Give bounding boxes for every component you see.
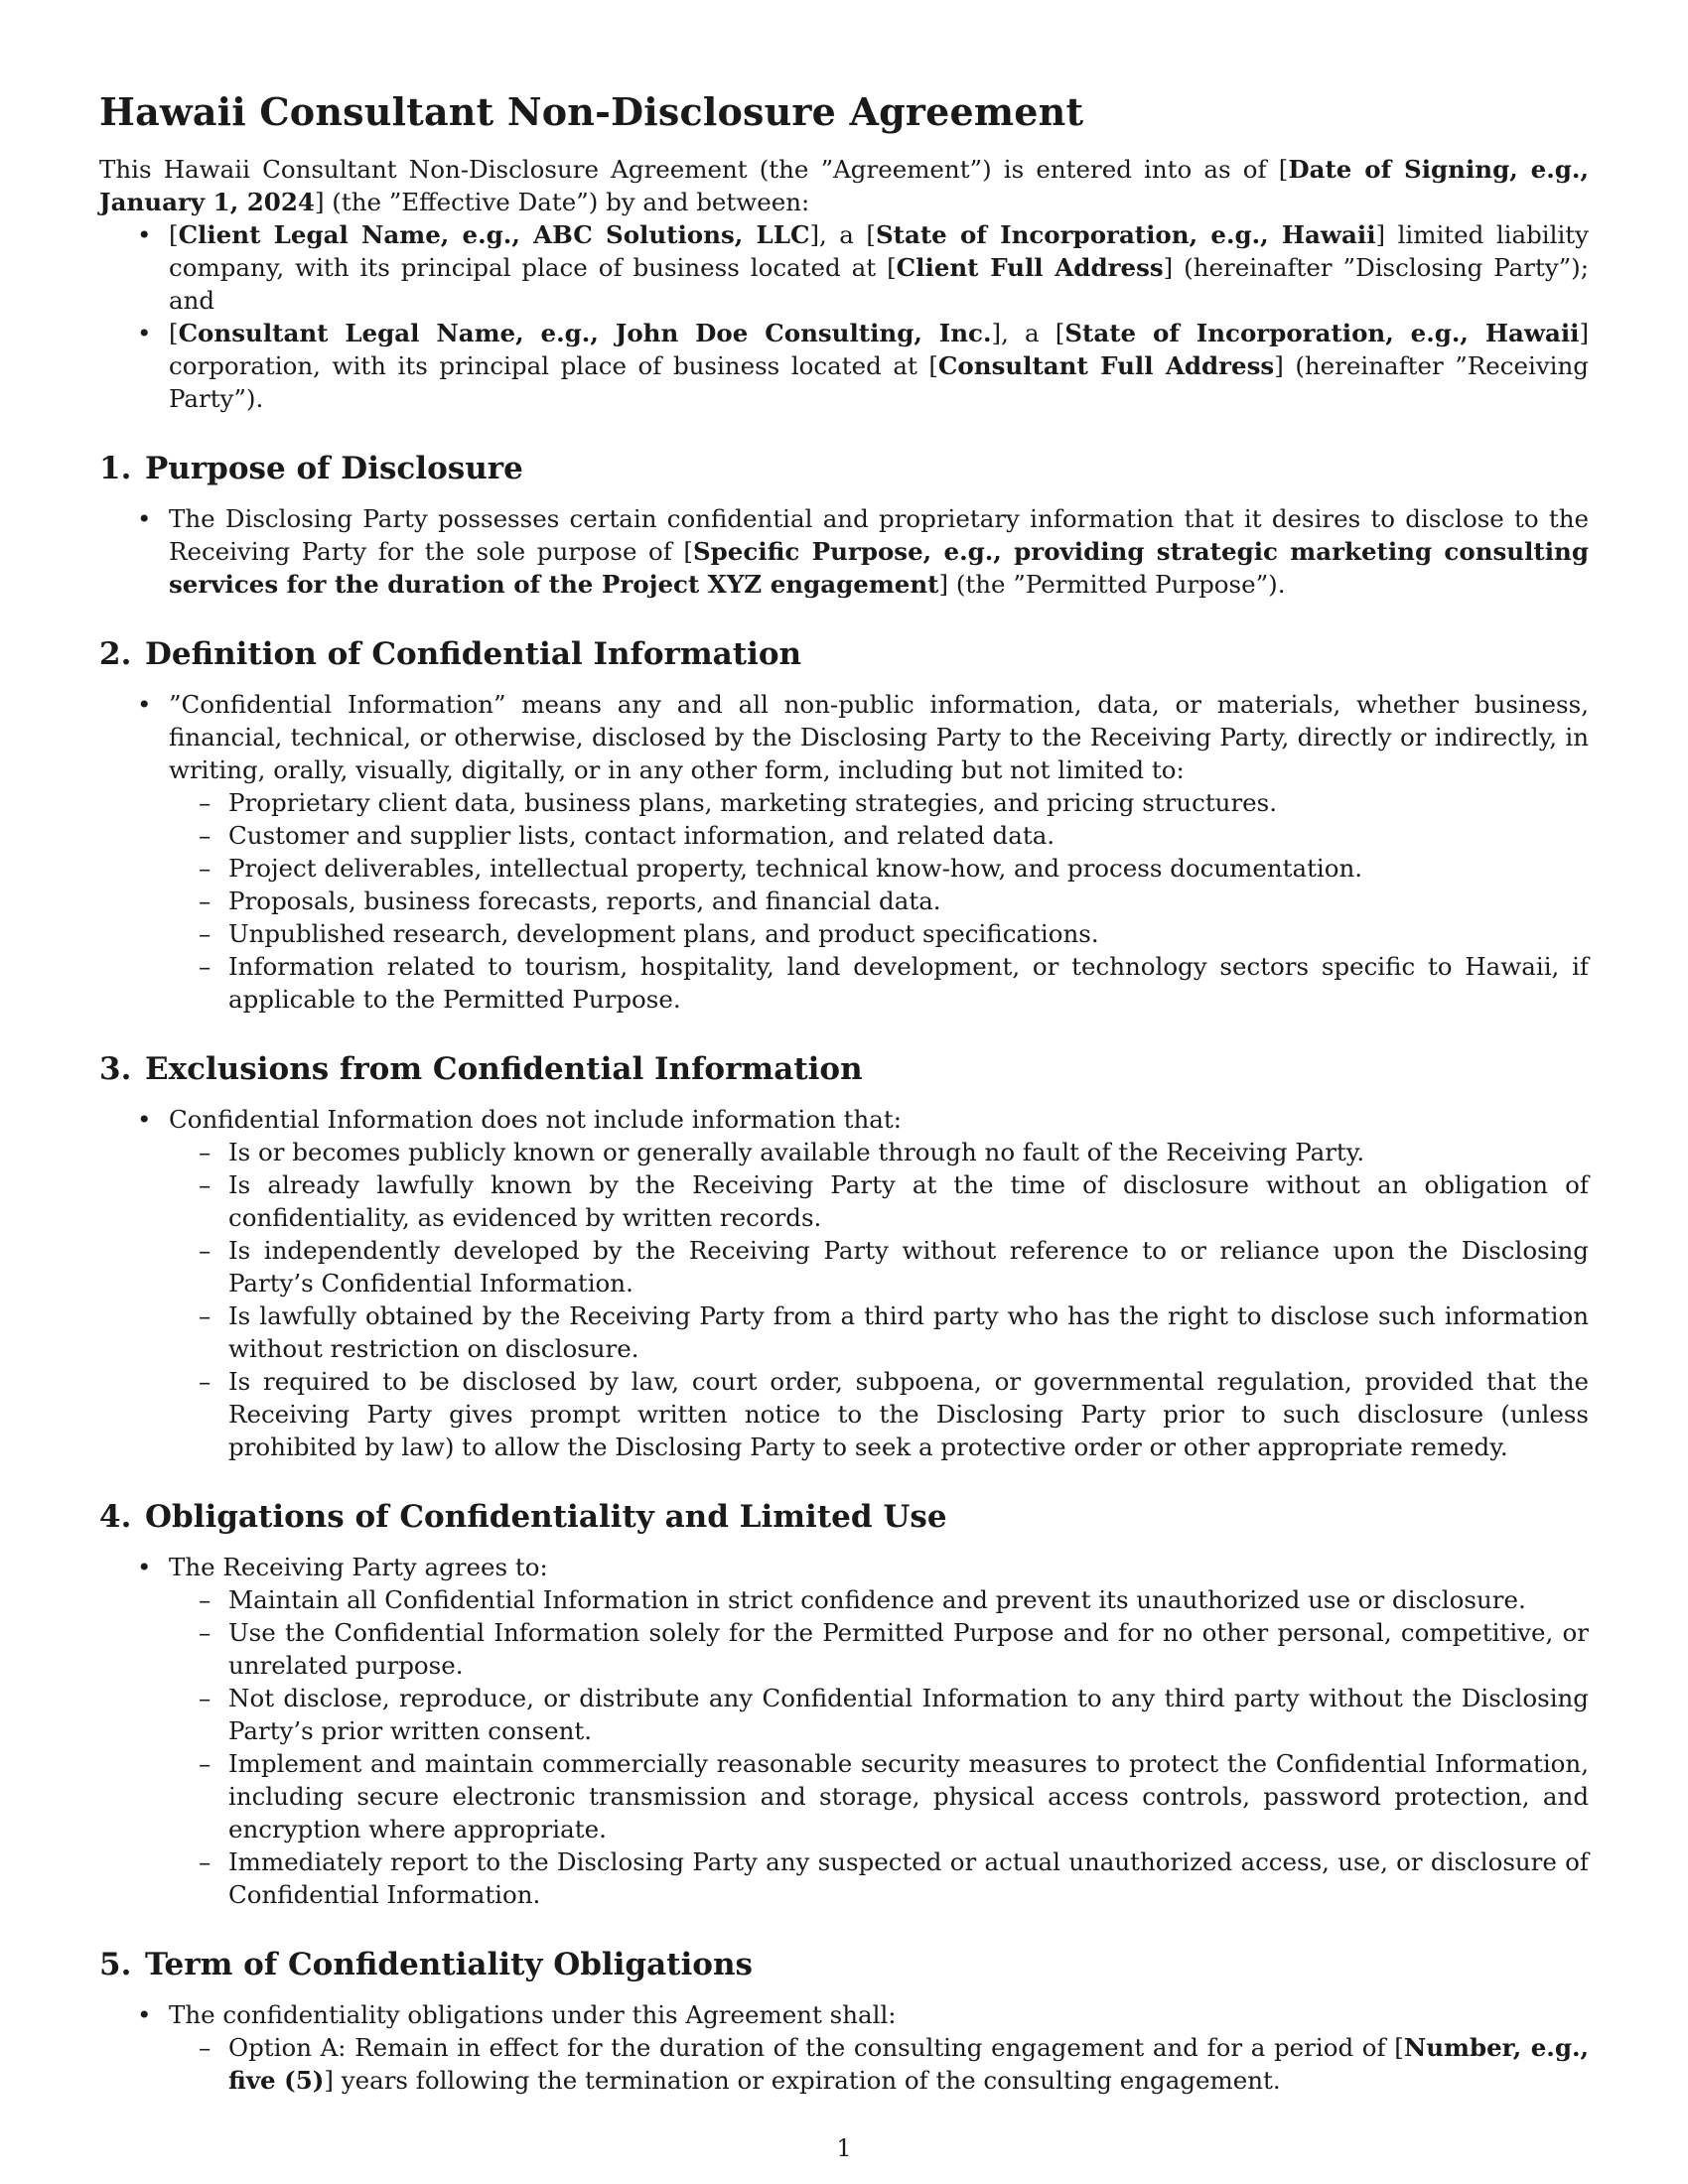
party-client: • [Client Legal Name, e.g., ABC Solutions, LLC], a [State of Incorporation, e.g., Hawaii] limited liability company, with its principal place of business located at [Client Full Address] (hereinafter ”Disclosing Party”); and <box>99 218 1589 317</box>
section-obligations-list <box>99 1551 1589 1911</box>
list-item: – Implement and maintain commercially reasonable security measures to protect the Confidential Information, including secure electronic transmission and storage, physical access controls, password protection, and encryption where appropriate. <box>169 1747 1589 1845</box>
section-heading-exclusions: 3. Exclusions from Confidential Information <box>99 1051 863 1087</box>
list-item: – Customer and supplier lists, contact information, and related data. <box>169 819 1589 852</box>
list-item: – Is lawfully obtained by the Receiving Party from a third party who has the right to disclose such information without restriction on disclosure. <box>169 1299 1589 1365</box>
term-sublist <box>169 2031 1589 2097</box>
consultant-name-placeholder: Consultant Legal Name, e.g., John Doe Consulting, Inc. <box>178 319 992 347</box>
section-heading-term: 5. Term of Confidentiality Obligations <box>99 1947 753 1982</box>
list-item: – Proprietary client data, business plans, marketing strategies, and pricing structures. <box>169 786 1589 819</box>
consultant-address-placeholder: Consultant Full Address <box>937 351 1275 380</box>
list-item: – Is independently developed by the Receiving Party without reference to or reliance upon the Disclosing Party’s Confidential Information. <box>169 1234 1589 1299</box>
section-definition-list <box>99 688 1589 1016</box>
list-item: – Unpublished research, development plans, and product specifications. <box>169 917 1589 950</box>
parties-list <box>99 218 1589 415</box>
list-item: – Project deliverables, intellectual property, technical know-how, and process documentation. <box>169 852 1589 885</box>
consultant-state-placeholder: State of Incorporation, e.g., Hawaii <box>1064 319 1580 347</box>
document-page <box>99 0 1589 2097</box>
client-address-placeholder: Client Full Address <box>896 253 1164 282</box>
section-term-list <box>99 1998 1589 2097</box>
definition-item: • ”Confidential Information” means any and all non-public information, data, or materials, whether business, financial, technical, or otherwise, disclosed by the Disclosing Party to the Receiving Party, directly or indirectly, in writing, orally, visually, digitally, or in any other form, including but not limited to: – Proprietary client data, business plans, marketing strategies, and pricing structures. – Customer and supplier lists, contact information, and related data. – Project deliverables, intellectual property, technical know-how, and process documentation. – Proposals, business forecasts, reports, and financial data. – Unpublished research, development plans, and product specifications. – Information related to tourism, hospitality, land development, or technology sectors specific to Hawaii, if applicable to the Permitted Purpose. <box>99 688 1589 1016</box>
list-item: – Is required to be disclosed by law, court order, subpoena, or governmental regulation, provided that the Receiving Party gives prompt written notice to the Disclosing Party prior to such disclosure (unless prohibited by law) to allow the Disclosing Party to seek a protective order or other appropriate remedy. <box>169 1365 1589 1463</box>
obligations-sublist <box>169 1583 1589 1911</box>
list-item: – Option A: Remain in effect for the duration of the consulting engagement and for a period of [Number, e.g., five (5)] years following the termination or expiration of the consulting engagement. <box>169 2031 1589 2097</box>
list-item: – Use the Confidential Information solely for the Permitted Purpose and for no other personal, competitive, or unrelated purpose. <box>169 1616 1589 1682</box>
list-item: – Proposals, business forecasts, reports, and financial data. <box>169 885 1589 917</box>
section-heading-purpose: 1. Purpose of Disclosure <box>99 451 523 486</box>
definition-sublist <box>169 786 1589 1016</box>
list-item: – Is already lawfully known by the Receiving Party at the time of disclosure without an obligation of confidentiality, as evidenced by written records. <box>169 1168 1589 1234</box>
purpose-item: • The Disclosing Party possesses certain confidential and proprietary information that it desires to disclose to the Receiving Party for the sole purpose of [Specific Purpose, e.g., providing strategic marketing consulting services for the duration of the Project XYZ engagement] (the ”Permitted Purpose”). <box>99 502 1589 601</box>
effective-date-placeholder: Date of Signing, e.g., January 1, 2024 <box>99 155 1589 216</box>
intro-paragraph: This Hawaii Consultant Non-Disclosure Agreement (the ”Agreement”) is entered into as of [Date of Signing, e.g., January 1, 2024] (the ”Effective Date”) by and between: <box>99 155 1589 216</box>
list-item: – Is or becomes publicly known or generally available through no fault of the Receiving Party. <box>169 1136 1589 1168</box>
document-title: Hawaii Consultant Non-Disclosure Agreement <box>99 89 1084 134</box>
section-exclusions-list <box>99 1103 1589 1463</box>
exclusions-item: • Confidential Information does not include information that: – Is or becomes publicly known or generally available through no fault of the Receiving Party. – Is already lawfully known by the Receiving Party at the time of disclosure without an obligation of confidentiality, as evidenced by written records. – Is independently developed by the Receiving Party without reference to or reliance upon the Disclosing Party’s Confidential Information. – Is lawfully obtained by the Receiving Party from a third party who has the right to disclose such information without restriction on disclosure. – Is required to be disclosed by law, court order, subpoena, or governmental regulation, provided that the Receiving Party gives prompt written notice to the Disclosing Party prior to such disclosure (unless prohibited by law) to allow the Disclosing Party to seek a protective order or other appropriate remedy. <box>99 1103 1589 1463</box>
list-item: – Information related to tourism, hospitality, land development, or technology sectors specific to Hawaii, if applicable to the Permitted Purpose. <box>169 950 1589 1016</box>
section-heading-obligations: 4. Obligations of Confidentiality and Limited Use <box>99 1499 947 1535</box>
client-name-placeholder: Client Legal Name, e.g., ABC Solutions, LLC <box>178 220 810 249</box>
exclusions-sublist <box>169 1136 1589 1463</box>
section-heading-definition: 2. Definition of Confidential Information <box>99 636 802 672</box>
years-placeholder: Number, e.g., five (5) <box>228 2033 1590 2095</box>
section-purpose-list <box>99 502 1589 601</box>
party-consultant: • [Consultant Legal Name, e.g., John Doe Consulting, Inc.], a [State of Incorporation, e.g., Hawaii] corporation, with its principal place of business located at [Consultant Full Address] (hereinafter ”Receiving Party”). <box>99 317 1589 415</box>
list-item: – Immediately report to the Disclosing Party any suspected or actual unauthorized access, use, or disclosure of Confidential Information. <box>169 1845 1589 1911</box>
client-state-placeholder: State of Incorporation, e.g., Hawaii <box>875 220 1376 249</box>
purpose-placeholder: Specific Purpose, e.g., providing strategic marketing consulting services for the duration of the Project XYZ engagement <box>169 537 1589 599</box>
list-item: – Maintain all Confidential Information in strict confidence and prevent its unauthorized use or disclosure. <box>169 1583 1589 1616</box>
page-number: 1 <box>836 2134 852 2162</box>
term-item: • The confidentiality obligations under this Agreement shall: – Option A: Remain in effect for the duration of the consulting engagement and for a period of [Number, e.g., five (5)] years following the termination or expiration of the consulting engagement. <box>99 1998 1589 2097</box>
list-item: – Not disclose, reproduce, or distribute any Confidential Information to any third party without the Disclosing Party’s prior written consent. <box>169 1682 1589 1747</box>
obligations-item: • The Receiving Party agrees to: – Maintain all Confidential Information in strict confidence and prevent its unauthorized use or disclosure. – Use the Confidential Information solely for the Permitted Purpose and for no other personal, competitive, or unrelated purpose. – Not disclose, reproduce, or distribute any Confidential Information to any third party without the Disclosing Party’s prior written consent. – Implement and maintain commercially reasonable security measures to protect the Confidential Information, including secure electronic transmission and storage, physical access controls, password protection, and encryption where appropriate. – Immediately report to the Disclosing Party any suspected or actual unauthorized access, use, or disclosure of Confidential Information. <box>99 1551 1589 1911</box>
